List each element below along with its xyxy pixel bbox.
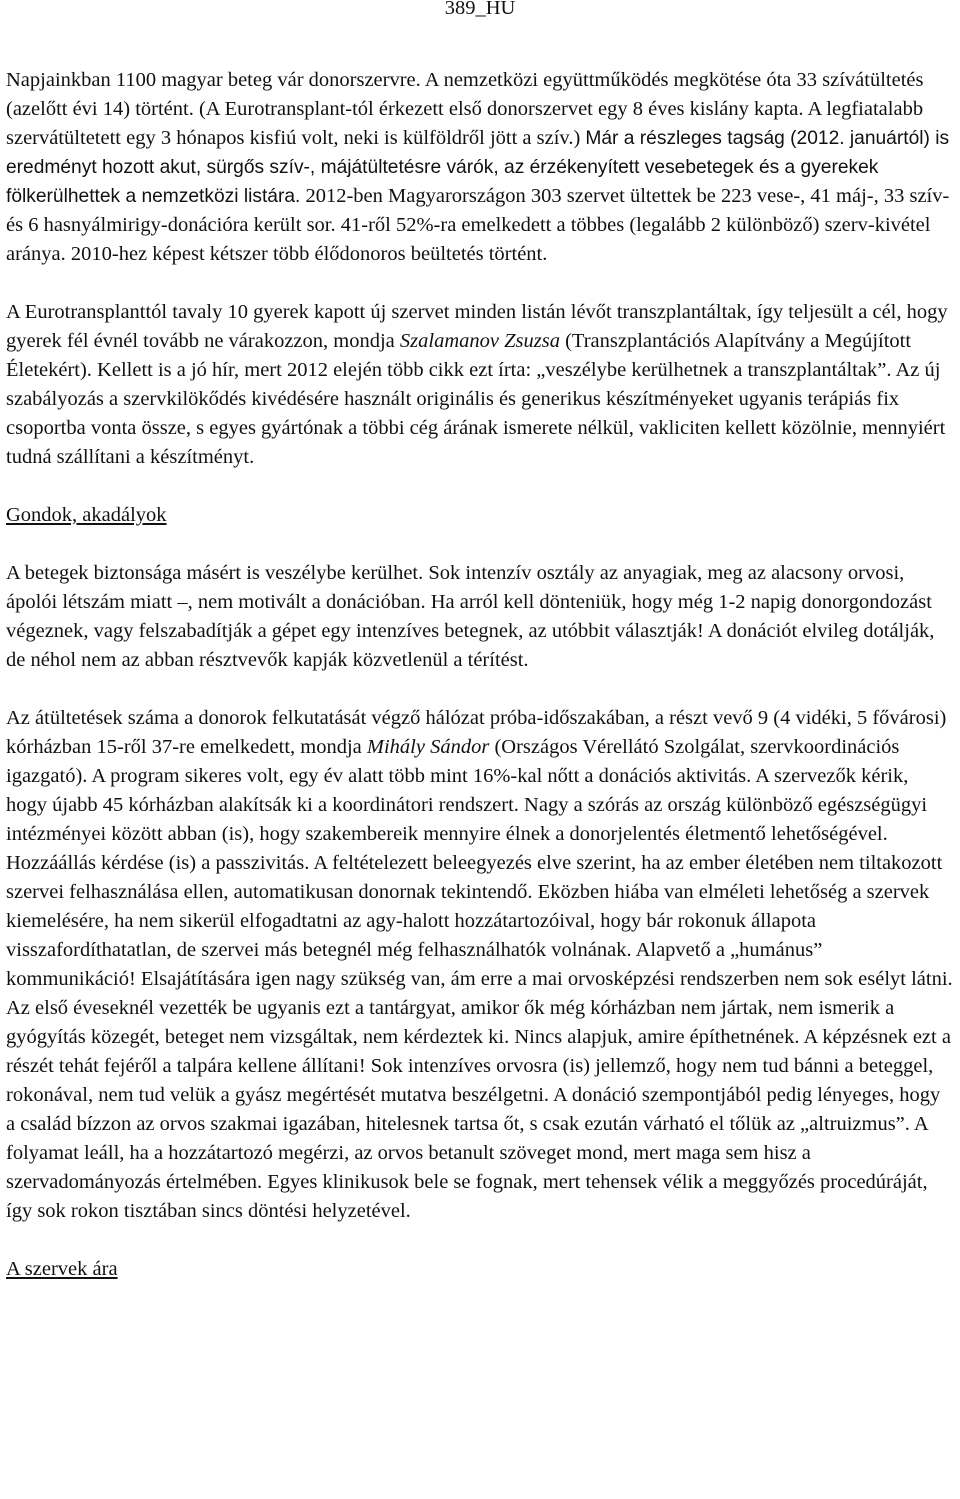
paragraph-3: A betegek biztonsága másért is veszélybe kerülhet. Sok intenzív osztály az anyagiak, meg az alacsony orvosi, ápolói létszám miatt –, nem motivált a donációban. Ha arról kell dönteniük, hogy még 1-2 napig donorgondozást végeznek, vagy felszabadítják a gépet egy intenzíves betegnek, az utóbbit választják! A donációt elvileg dotálják, de néhol nem az abban résztvevők kapják közvetlenül a térítést. xyxy=(6,562,935,671)
paragraph-2-part-b: (Transzplantációs Alapítvány a Megújított Életekért). Kellett is a jó hír, mert 2012 elején több cikk ezt írta: „veszélybe kerülhetnek a transzplantáltak”. Az új szabályozás a szervkilökődés kivédésére használt originális és generikus készítményeket ugyanis terápiás fix csoportba vonta össze, s egyes gyártónak a többi cég árának ismerete nélkül, vakliciten kellett közölnie, mennyiért tudná szállítani a készítményt. xyxy=(6,330,946,468)
paragraph-4 xyxy=(6,704,954,1226)
page-label: 389_HU xyxy=(444,0,516,19)
paragraph-4-part-b: (Országos Vérellátó Szolgálat, szervkoordinációs igazgató). A program sikeres volt, egy év alatt több mint 16%-kal nőtt a donációs aktivitás. A szervezők kérik, hogy újabb 45 kórházban alakítsák ki a koordinátori rendszert. Nagy a szórás az ország különböző egészségügyi intézményei között abban (is), hogy szakembereik mennyire élnek a donorjelentés életmentő lehetőségével. Hozzáállás kérdése (is) a passzivitás. A feltételezett beleegyezés elve szerint, ha az ember életében nem tiltakozott szervei felhasználása ellen, automatikusan donornak tekintendő. Eközben hiába van elméleti lehetőség a szervek kiemelésére, ha nem sikerül elfogadtatni az agy-halott hozzátartozóival, hogy bár rokonuk állapota visszafordíthatatlan, de szervei más betegnél még felhasználhatók volnának. Alapvető a „humánus” kommunikáció! Elsajátítására igen nagy szükség van, ám erre a mai orvosképzési rendszerben nem sok esélyt látni. Az első éveseknél vezették be ugyanis ezt a tantárgyat, amikor ők még kórházban nem jártak, nem ismerik a gyógyítás közegét, beteget nem vizsgáltak, nem kérdeztek ki. Nincs alapjuk, amire építhetnének. A képzésnek ezt a részét tehát fejéről a talpára kellene állítani! Sok intenzíves orvosra (is) jellemző, hogy nem tud bánni a beteggel, rokonával, nem tud velük a gyász megértését mutatva beszélgetni. A donáció szempontjából pedig lényeges, hogy a család bízzon az orvos szakmai igazában, hitelesnek tartsa őt, s csak ezután várható el tőlük az „altruizmus”. A folyamat leáll, ha a hozzátartozó megérzi, az orvos betanult szöveget mond, mert maga sem hisz a szervadományozás értelmében. Egyes klinikusok bele se fognak, mert tehensek vélik a meggyőzés procedúráját, így sok rokon tisztában sincs döntési helyzetével. xyxy=(6,736,953,1222)
paragraph-2 xyxy=(6,298,954,472)
person-name-mihaly: Mihály Sándor xyxy=(366,736,490,758)
paragraph-1-part-a: Napjainkban 1100 magyar beteg vár donorszervre. A nemzetközi együttműködés megkötése óta 33 szívátültetés (azelőtt évi 14) történt. (A Eurotransplant-tól érkezett első donorszervet egy 8 éves kislány kapta. A legfiatalabb szervátültetett egy 3 hónapos kisfiú volt, neki is külföldről jött a szív.) xyxy=(6,69,924,149)
paragraph-1-part-b: Már a részleges tagság (2012. januártól) is eredményt hozott akut, sürgős szív-, májátültetésre várók, az érzékenyített vesebetegek és a gyerekek fölkerülhettek a nemzetközi listára. xyxy=(6,128,950,207)
paragraph-1 xyxy=(6,66,954,269)
paragraph-4-part-a: Az átültetések száma a donorok felkutatását végző hálózat próba-időszakában, a részt vevő 9 (4 vidéki, 5 fővárosi) kórházban 15-ről 37-re emelkedett, mondja xyxy=(6,707,947,758)
person-name-szalamanov: Szalamanov Zsuzsa xyxy=(399,330,560,352)
article-body xyxy=(6,66,954,1313)
section-heading-szervek-ara: A szervek ára xyxy=(6,1258,118,1280)
paragraph-2-part-a: A Eurotransplanttól tavaly 10 gyerek kapott új szervet minden listán lévőt transzplantáltak, így teljesült a cél, hogy gyerek fél évnél tovább ne várakozzon, mondja xyxy=(6,301,948,352)
paragraph-1-part-c: 2012-ben Magyarországon 303 szervet ültettek be 223 vese-, 41 máj-, 33 szív- és 6 hasnyálmirigy-donációra került sor. 41-ről 52%-ra emelkedett a többes (legalább 2 különböző) szerv-kivétel aránya. 2010-hez képest kétszer több élődonoros beültetés történt. xyxy=(6,185,950,265)
section-heading-gondok: Gondok, akadályok xyxy=(6,504,167,526)
